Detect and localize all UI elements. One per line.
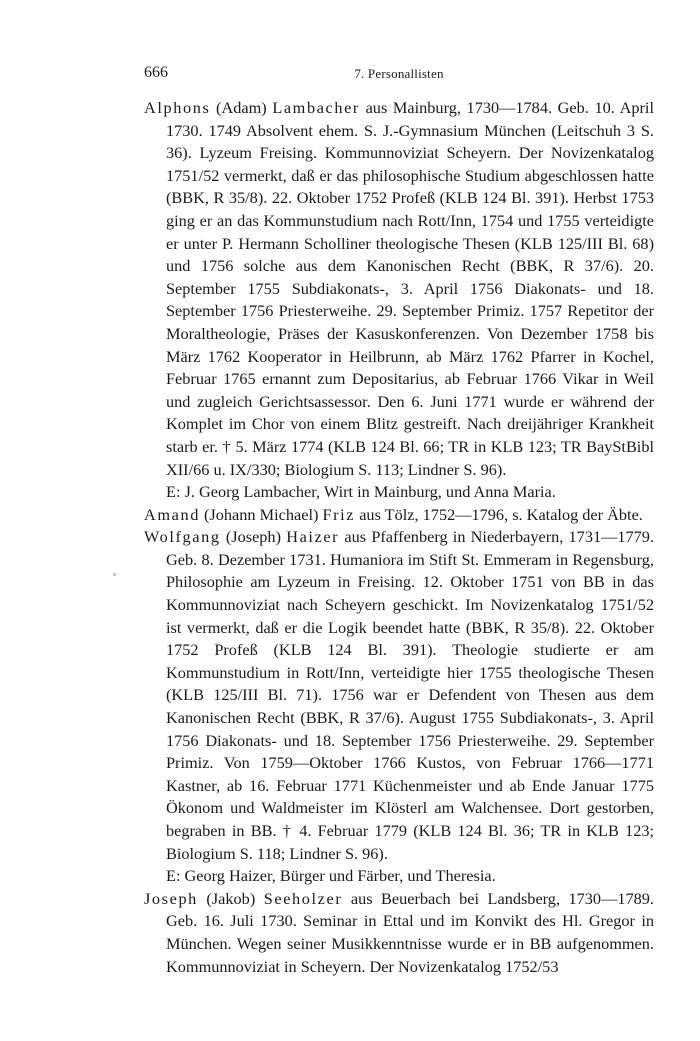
entry-surname: Haizer [286, 527, 340, 547]
entry-parents: E: Georg Haizer, Bürger und Färber, und Theresia. [166, 866, 496, 886]
margin-dot [113, 573, 116, 576]
entry-birth-name: (Johann Michael) [204, 504, 319, 524]
list-item [144, 504, 654, 527]
entry-birth-name: (Adam) [216, 98, 267, 117]
entry-first-name: Amand [144, 504, 200, 524]
entry-parents: E: J. Georg Lambacher, Wirt in Mainburg, und Anna Maria. [166, 482, 556, 502]
entry-first-name: Wolfgang [144, 527, 221, 547]
entry-text: aus Mainburg, 1730—1784. Geb. 10. April 1730. 1749 Absolvent ehem. S. J.-Gymnasium München (Leitschuh 3 S. 36). Lyzeum Freising. Kommunnoviziat Scheyern. Der Novizenkatalog 1751/52 vermerkt, daß er das philosophische Studium abgeschlossen hatte (BBK, R 35/8). 22. Oktober 1752 Profeß (KLB 124 Bl. 391). Herbst 1753 ging er an das Kommunstudium nach Rott/Inn, 1754 und 1755 verteidigte er unter P. Hermann Scholliner theologische Thesen (KLB 125/III Bl. 68) und 1756 solche aus dem Kanonischen Recht (BBK, R 37/6). 20. September 1755 Subdiakonats-, 3. April 1756 Diakonats- und 18. September 1756 Priesterweihe. 29. September Primiz. 1757 Repetitor der Moraltheologie, Präses der Kasuskonferenzen. Von Dezember 1758 bis März 1762 Kooperator in Heilbrunn, ab März 1762 Pfarrer in Kochel, Februar 1765 ernannt zum Depositarius, ab Februar 1766 Vikar in Weil und zugleich Gerichtsassessor. Den 6. Juni 1771 wurde er während der Komplet im Chor von einem Blitz gestreift. Nach dreijähriger Krankheit starb er. † 5. März 1774 (KLB 124 Bl. 66; TR in KLB 123; TR BayStBibl XII/66 u. IX/330; Biologium S. 113; Lindner S. 96). [166, 98, 654, 479]
list-item [144, 97, 654, 481]
running-head: 7. Personallisten [354, 66, 444, 81]
entry-first-name: Joseph [144, 888, 198, 908]
entry-text: aus Pfaffenberg in Niederbayern, 1731—1779. Geb. 8. Dezember 1731. Humaniora im Stift St. Emmeram in Regensburg, Philosophie am Lyzeum in Freising. 12. Oktober 1751 von BB in das Kommunnoviziat nach Scheyern geschickt. Im Novizenkatalog 1751/52 ist vermerkt, daß er die Logik beendet hatte (BBK, R 35/8). 22. Oktober 1752 Profeß (KLB 124 Bl. 391). Theologie studierte er am Kommunstudium in Rott/Inn, verteidigte hier 1755 theologische Thesen (KLB 125/III Bl. 71). 1756 war er Defendent von Thesen aus dem Kanonischen Recht (BBK, R 37/6). August 1755 Subdiakonats-, 3. April 1756 Diakonats- und 18. September 1756 Priesterweihe. 29. September Primiz. Von 1759—Oktober 1766 Kustos, von Februar 1766—1771 Kastner, ab 16. Februar 1771 Küchenmeister und ab Ende Januar 1775 Ökonom und Waldmeister im Klösterl am Walchensee. Dort gestorben, begraben in BB. † 4. Februar 1779 (KLB 124 Bl. 36; TR in KLB 123; Biologium S. 118; Lindner S. 96). [166, 527, 655, 863]
entry-surname: Lambacher [272, 98, 360, 117]
page-header [144, 64, 654, 86]
page-number: 666 [144, 64, 168, 81]
entry-surname: Friz [322, 504, 356, 524]
entry-text: aus Beuerbach bei Landsberg, 1730—1789. Geb. 16. Juli 1730. Seminar in Ettal und im Konvikt des Hl. Gregor in München. Wegen seiner Musikkenntnisse wurde er in BB aufgenommen. Kommunnoviziat in Scheyern. Der Novizenkatalog 1752/53 [166, 888, 654, 976]
entry-birth-name: (Jakob) [206, 888, 256, 908]
entry-birth-name: (Joseph) [225, 527, 281, 547]
entry-list [144, 97, 654, 978]
entry-text: aus Tölz, 1752—1796, s. Katalog der Äbte. [359, 504, 643, 524]
list-item [144, 888, 654, 978]
entry-first-name: Alphons [144, 98, 211, 117]
list-item [144, 526, 654, 865]
entry-surname: Seeholzer [263, 888, 343, 908]
